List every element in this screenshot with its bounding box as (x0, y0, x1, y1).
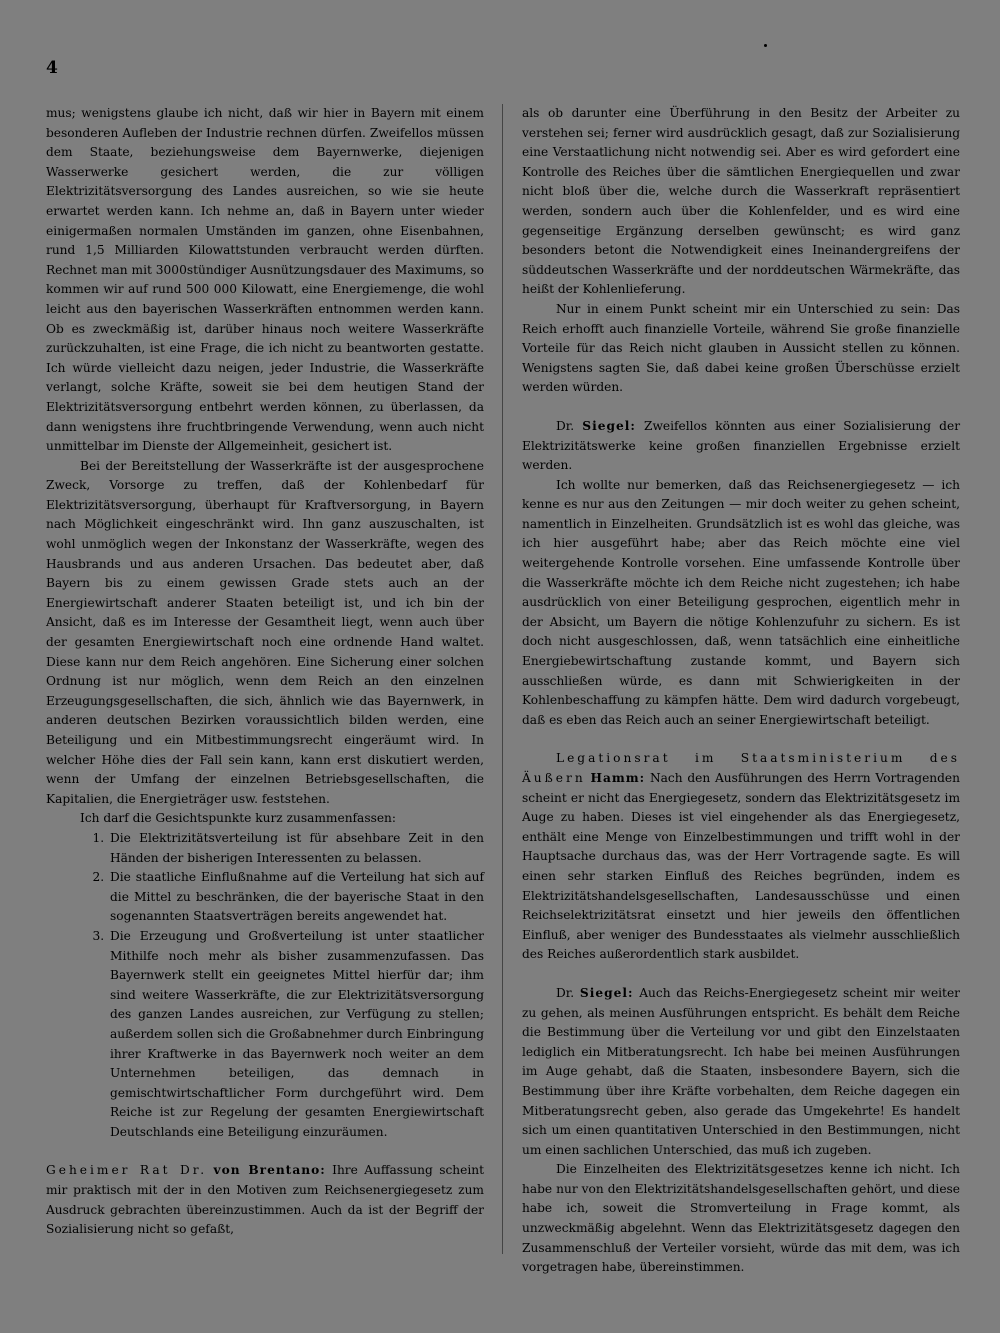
left-column (46, 104, 484, 1240)
paragraph: Bei der Bereitstellung der Wasserkräfte ist der ausgesprochene Zweck, Vorsorge zu treffen, daß der Kohlenbedarf für Elektrizitätsversorgung, überhaupt für Kraftversorgung, in Bayern nach Möglichkeit eingeschränkt wird. Ihn ganz auszuschalten, ist wohl unmöglich wegen der Inkonstanz der Wasserkräfte, wegen des Hausbrands und aus anderen Ursachen. Das bedeutet aber, daß Bayern bis zu einem gewissen Grade stets auch an der Energiewirtschaft anderer Staaten beteiligt ist, und ich bin der Ansicht, daß es im Interesse der Gesamtheit liegt, wenn auch über der gesamten Energiewirtschaft noch eine ordnende Hand waltet. Diese kann nur dem Reich angehören. Eine Sicherung einer solchen Ordnung ist nur möglich, wenn dem Reich an den einzelnen Erzeugungsgesellschaften, die sich, ähnlich wie das Bayernwerk, in anderen deutschen Bezirken voraussichtlich bilden werden, eine Beteiligung und ein Mitbestimmungsrecht eingeräumt wird. In welcher Höhe dies der Fall sein kann, kann erst diskutiert werden, wenn der Umfang der einzelnen Betriebsgesellschaften, die Kapitalien, die Energieträger usw. feststehen. (46, 458, 484, 806)
speaker-name: Siegel: (582, 418, 636, 433)
speaker-paragraph (522, 417, 960, 476)
speaker-name: Hamm: (590, 771, 646, 785)
speaker-label: Legationsrat im Staatsministerium des Äußern (522, 751, 960, 785)
speaker-label: Dr. (556, 418, 575, 433)
speaker-text: Nach den Ausführungen des Herrn Vortragenden scheint er nicht das Energiegesetz, sondern das Elektrizitätsgesetz im Auge zu haben. Dieses ist viel eingehender als das Energiegesetz, enthält eine Menge von Einzelbestimmungen und trifft wohl in der Hauptsache durchaus das, was der Herr Vortragende sagte. Es will einen sehr starken Einfluß des Reiches begründen, indem es Elektrizitätshandelsgesellschaften, Landesausschüsse und einen Reichselektrizitätsrat einsetzt und hier jeweils den öffentlichen Einfluß, aber weniger des Bundesstaates als vielmehr ausschließlich des Reiches außerordentlich stark ausbildet. (522, 771, 960, 962)
speaker-text: Ihre Auffassung scheint mir praktisch mit der in den Motiven zum Reichsenergiegesetz zum Ausdruck gebrachten übereinzustimmen. Auch da ist der Begriff der Sozialisierung nicht so gefaßt, (46, 1163, 485, 1237)
speaker-label: Dr. (556, 985, 575, 1000)
paragraph: Ich wollte nur bemerken, daß das Reichsenergiegesetz — ich kenne es nur aus den Zeitungen — mir doch weiter zu gehen scheint, namentlich in Einzelheiten. Grundsätzlich ist es wohl das gleiche, was ich hier ausgeführt habe; aber das Reich möchte eine viel weitergehende Kontrolle vorsehen. Eine umfassende Kontrolle über die Wasserkräfte möchte ich dem Reiche nicht zugestehen; ich habe ausdrücklich von einer Beteiligung gesprochen, eigentlich mehr in der Absicht, um Bayern die nötige Kohlenzufuhr zu sichern. Es ist doch nicht ausgeschlossen, daß, wenn tatsächlich eine einheitliche Energiebewirtschaftung zustande kommt, und Bayern sich ausschließen würde, es dann mit Schwierigkeiten in der Kohlenbeschaffung zu kämpfen hätte. Dem wird dadurch vorgebeugt, daß es eben das Reich auch an seiner Energiewirtschaft beteiligt. (522, 477, 960, 727)
list-item: 2. Die staatliche Einflußnahme auf die Verteilung hat sich auf die Mittel zu beschränken, die der bayerische Staat in den sogenannten Staatsverträgen bereits angewendet hat. (108, 868, 484, 927)
page-number: 4 (46, 58, 58, 78)
speaker-text: Auch das Reichs-Energiegesetz scheint mir weiter zu gehen, als meinen Ausführungen entspricht. Es behält dem Reiche die Bestimmung über die Verteilung vor und gibt den Einzelstaaten lediglich ein Mitberatungsrecht. Ich habe bei meinen Ausführungen im Auge gehabt, daß die Staaten, insbesondere Bayern, sich die Bestimmung über ihre Kräfte vorbehalten, dem Reiche dagegen ein Mitberatungsrecht geben, also gerade das Umgekehrte! Es handelt sich um einen quantitativen Unterschied in den Bestimmungen, nicht um einen sachlichen Unterschied, das muß ich zugeben. (522, 985, 960, 1157)
paragraph: Ich darf die Gesichtspunkte kurz zusammenfassen: (80, 811, 397, 826)
ink-dot (764, 44, 767, 47)
paragraph: Nur in einem Punkt scheint mir ein Unterschied zu sein: Das Reich erhofft auch finanzielle Vorteile, während Sie große finanzielle Vorteile für das Reich nicht glauben in Aussicht stellen zu können. Wenigstens sagten Sie, daß dabei keine großen Überschüsse erzielt werden würden. (522, 301, 960, 395)
speaker-name: Siegel: (579, 985, 634, 1000)
speaker-paragraph (522, 749, 960, 965)
speaker-name: von Brentano: (213, 1163, 326, 1178)
paragraph: Die Einzelheiten des Elektrizitätsgesetzes kenne ich nicht. Ich habe nur von den Elektrizitätshandelsgesellschaften gehört, und diese habe ich, soweit die Stromverteilung in Frage kommt, als unzweckmäßig abgelehnt. Wenn das Elektrizitätsgesetz dagegen den Zusammenschluß der Verteiler vorsieht, würde das mit dem, was ich vorgetragen habe, übereinstimmen. (522, 1162, 960, 1275)
summary-points (46, 829, 484, 1143)
paragraph: als ob darunter eine Überführung in den Besitz der Arbeiter zu verstehen sei; ferner wird ausdrücklich gesagt, daß zur Sozialisierung eine Verstaatlichung nicht notwendig sei. Aber es wird gefordert eine Kontrolle des Reiches über die sämtlichen Energiequellen und zwar nicht bloß über die, welche durch die Wasserkraft repräsentiert werden, sondern auch über die Kohlenfelder, und es wird eine gegenseitige Ergänzung derselben gewünscht; es wird ganz besonders betont die Notwendigkeit eines Ineinandergreifens der süddeutschen Wasserkräfte und der norddeutschen Wärmekräfte, das heißt der Kohlenlieferung. (522, 106, 960, 297)
right-column (522, 104, 960, 1278)
speaker-paragraph (522, 984, 960, 1160)
speaker-text: Zweifellos könnten aus einer Sozialisierung der Elektrizitätswerke keine großen finanziellen Ergebnisse erzielt werden. (522, 418, 961, 473)
paragraph: mus; wenigstens glaube ich nicht, daß wir hier in Bayern mit einem besonderen Aufleben der Industrie rechnen dürfen. Zweifellos müssen dem Staate, beziehungsweise dem Bayernwerke, diejenigen Wasserwerke gesichert werden, die zur völligen Elektrizitätsversorgung des Landes ausreichen, so wie sie heute erwartet werden kann. Ich nehme an, daß in Bayern unter wieder einigermaßen normalen Umständen im ganzen, ohne Eisenbahnen, rund 1,5 Milliarden Kilowattstunden verbraucht werden dürften. Rechnet man mit 3000stündiger Ausnützungsdauer des Maximums, so kommen wir auf rund 500 000 Kilowatt, eine Energiemenge, die wohl leicht aus den bayerischen Wasserkräften entnommen werden kann. Ob es zweckmäßig ist, darüber hinaus noch weitere Wasserkräfte zurückzuhalten, ist eine Frage, die ich nicht zu beantworten gestatte. Ich würde vielleicht dazu neigen, jeder Industrie, die Wasserkräfte verlangt, solche Kräfte, soweit sie bei dem heutigen Stand der Elektrizitätsversorgung entbehrt werden können, zu überlassen, da dann wenigstens ihre fruchtbringende Verwendung, wenn auch nicht unmittelbar im Dienste der Allgemeinheit, gesichert ist. (46, 106, 484, 454)
speaker-paragraph (46, 1161, 484, 1239)
list-item: 3. Die Erzeugung und Großverteilung ist unter staatlicher Mithilfe noch mehr als bisher zusammenzufassen. Das Bayernwerk stellt ein geeignetes Mittel hierfür dar; ihm sind weitere Wasserkräfte, die zur Elektrizitätsversorgung des ganzen Landes ausreichen, zur Verfügung zu stellen; außerdem sollen sich die Großabnehmer durch Einbringung ihrer Kraftwerke in das Bayernwerk noch weiter an dem Unternehmen beteiligen, das demnach in gemischtwirtschaftlicher Form durchgeführt wird. Dem Reiche ist zur Regelung der gesamten Energiewirtschaft Deutschlands eine Beteiligung einzuräumen. (108, 927, 484, 1143)
list-item: 1. Die Elektrizitätsverteilung ist für absehbare Zeit in den Händen der bisherigen Interessenten zu belassen. (108, 829, 484, 868)
column-divider (502, 104, 503, 1254)
speaker-label: Geheimer Rat Dr. (46, 1163, 208, 1178)
